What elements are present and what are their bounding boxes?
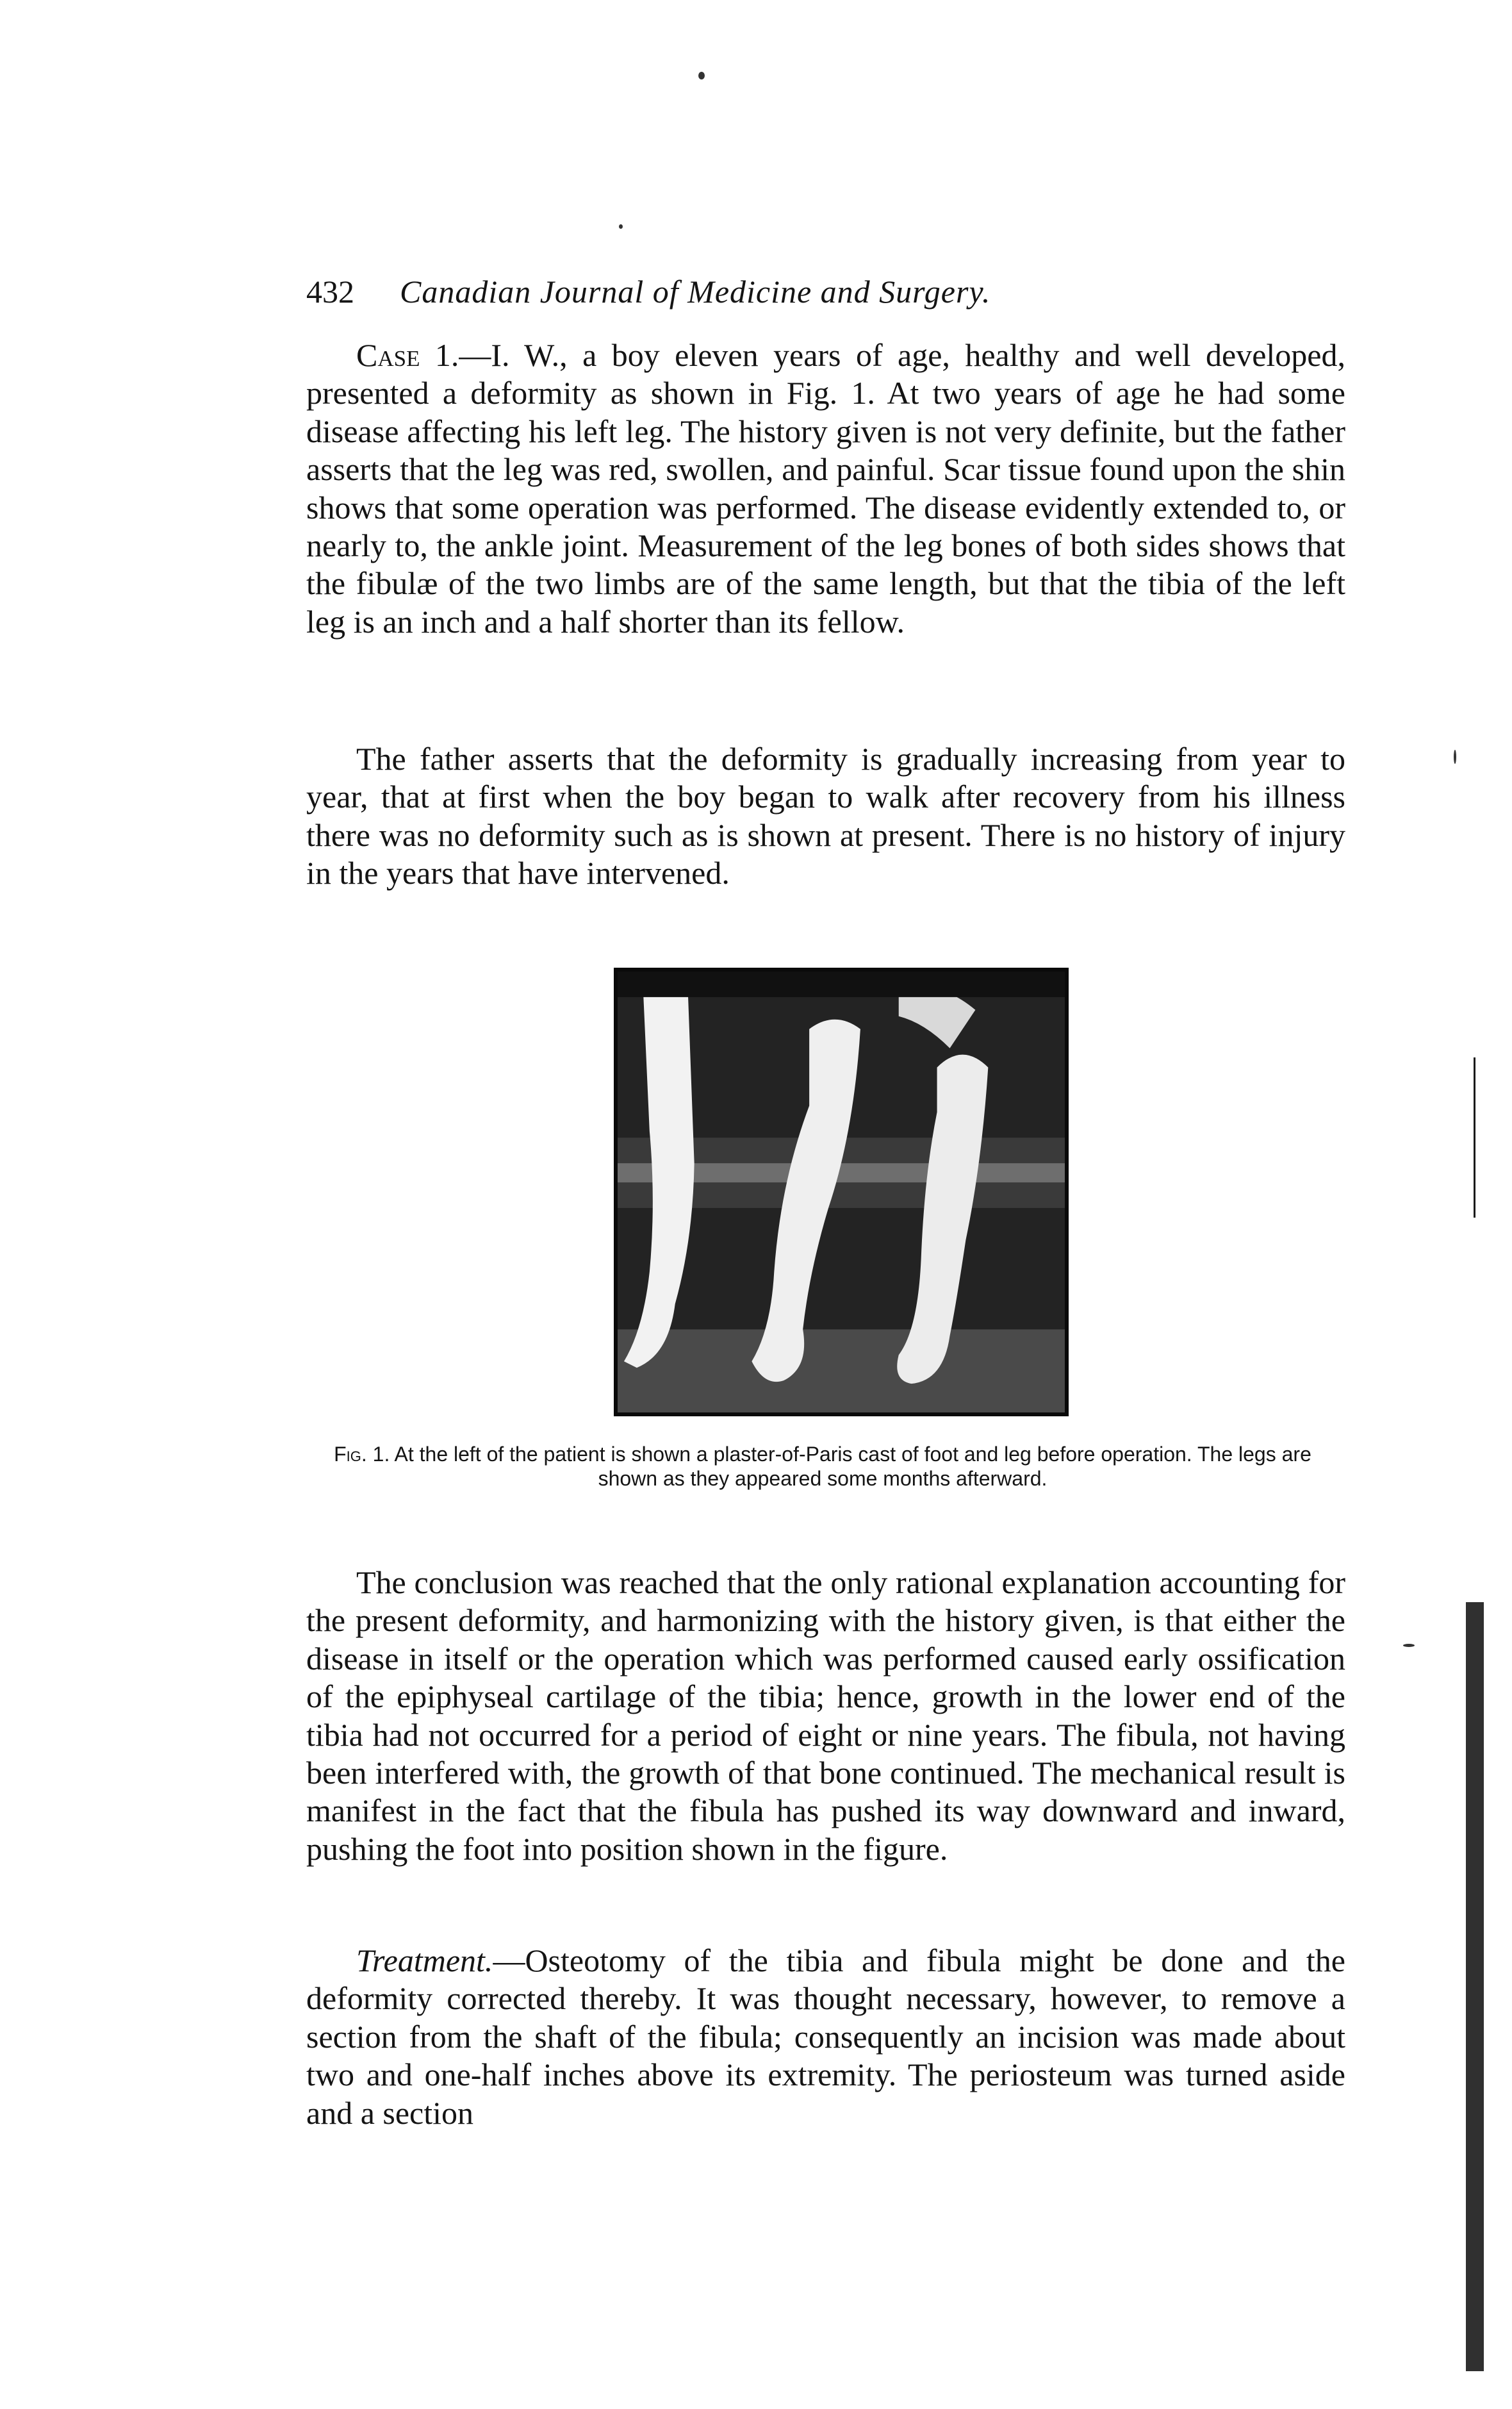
case-label: Case 1. bbox=[356, 337, 459, 373]
print-speck bbox=[698, 72, 705, 79]
conclusion-paragraph: The conclusion was reached that the only rational explanation accounting for the present deformity, and harmonizing with the history given, is that either the disease in itself or the operation which was performed caused early ossification of the epiphyseal cartilage of the tibia; hence, growth in the lower end of the tibia had not occurred for a period of eight or nine years. The fibula, not having been interfered with, the growth of that bone continued. The mechanical result is manifest in the fact that the fibula has pushed its way downward and inward, pushing the foot into position shown in the figure. bbox=[306, 1564, 1345, 1867]
figure-label: Fig. 1. bbox=[334, 1443, 390, 1466]
figure-1-photograph bbox=[614, 968, 1069, 1416]
print-speck bbox=[1454, 750, 1456, 764]
print-speck bbox=[1403, 1644, 1415, 1647]
treatment-paragraph-text: —Osteotomy of the tibia and fibula might be done and the deformity corrected thereby. It was thought necessary, however, to remove a section from the shaft of the fibula; consequently an incision was made about two and one-half inches above its extremity. The periosteum was turned aside and a section bbox=[306, 1942, 1345, 2131]
page-number: 432 bbox=[306, 274, 354, 310]
legs-photograph bbox=[618, 972, 1065, 1412]
case-paragraph-2: The father asserts that the deformity is gradually increasing from year to year, that at first when the boy began to walk after recovery from his illness there was no deformity such as is shown at present. There is no history of injury in the years that have intervened. bbox=[306, 741, 1345, 891]
case-paragraph-1-text: —I. W., a boy eleven years of age, healthy and well developed, presented a deformity as shown in Fig. 1. At two years of age he had some disease affecting his left leg. The history given is not very definite, but the father asserts that the leg was red, swollen, and painful. Scar tissue found upon the shin shows that some operation was performed. The disease evidently extended to, or nearly to, the ankle joint. Measurement of the leg bones of both sides shows that the fibulæ of the two limbs are of the same length, but that the tibia of the left leg is an inch and a half shorter than its fellow. bbox=[306, 337, 1345, 640]
figure-caption-text: At the left of the patient is shown a plaster-of-Paris cast of foot and leg before operation. The legs are shown as they appeared some months afterward. bbox=[394, 1443, 1311, 1490]
treatment-label: Treatment. bbox=[356, 1942, 493, 1978]
treatment-paragraph bbox=[306, 1942, 1345, 2132]
scan-edge-shadow bbox=[1474, 1057, 1475, 1218]
print-speck bbox=[619, 224, 623, 229]
journal-title: Canadian Journal of Medicine and Surgery. bbox=[400, 274, 991, 310]
case-paragraph-1 bbox=[306, 336, 1345, 641]
scan-edge-shadow bbox=[1466, 1602, 1484, 2371]
running-header bbox=[306, 269, 1370, 314]
figure-caption bbox=[329, 1442, 1316, 1491]
